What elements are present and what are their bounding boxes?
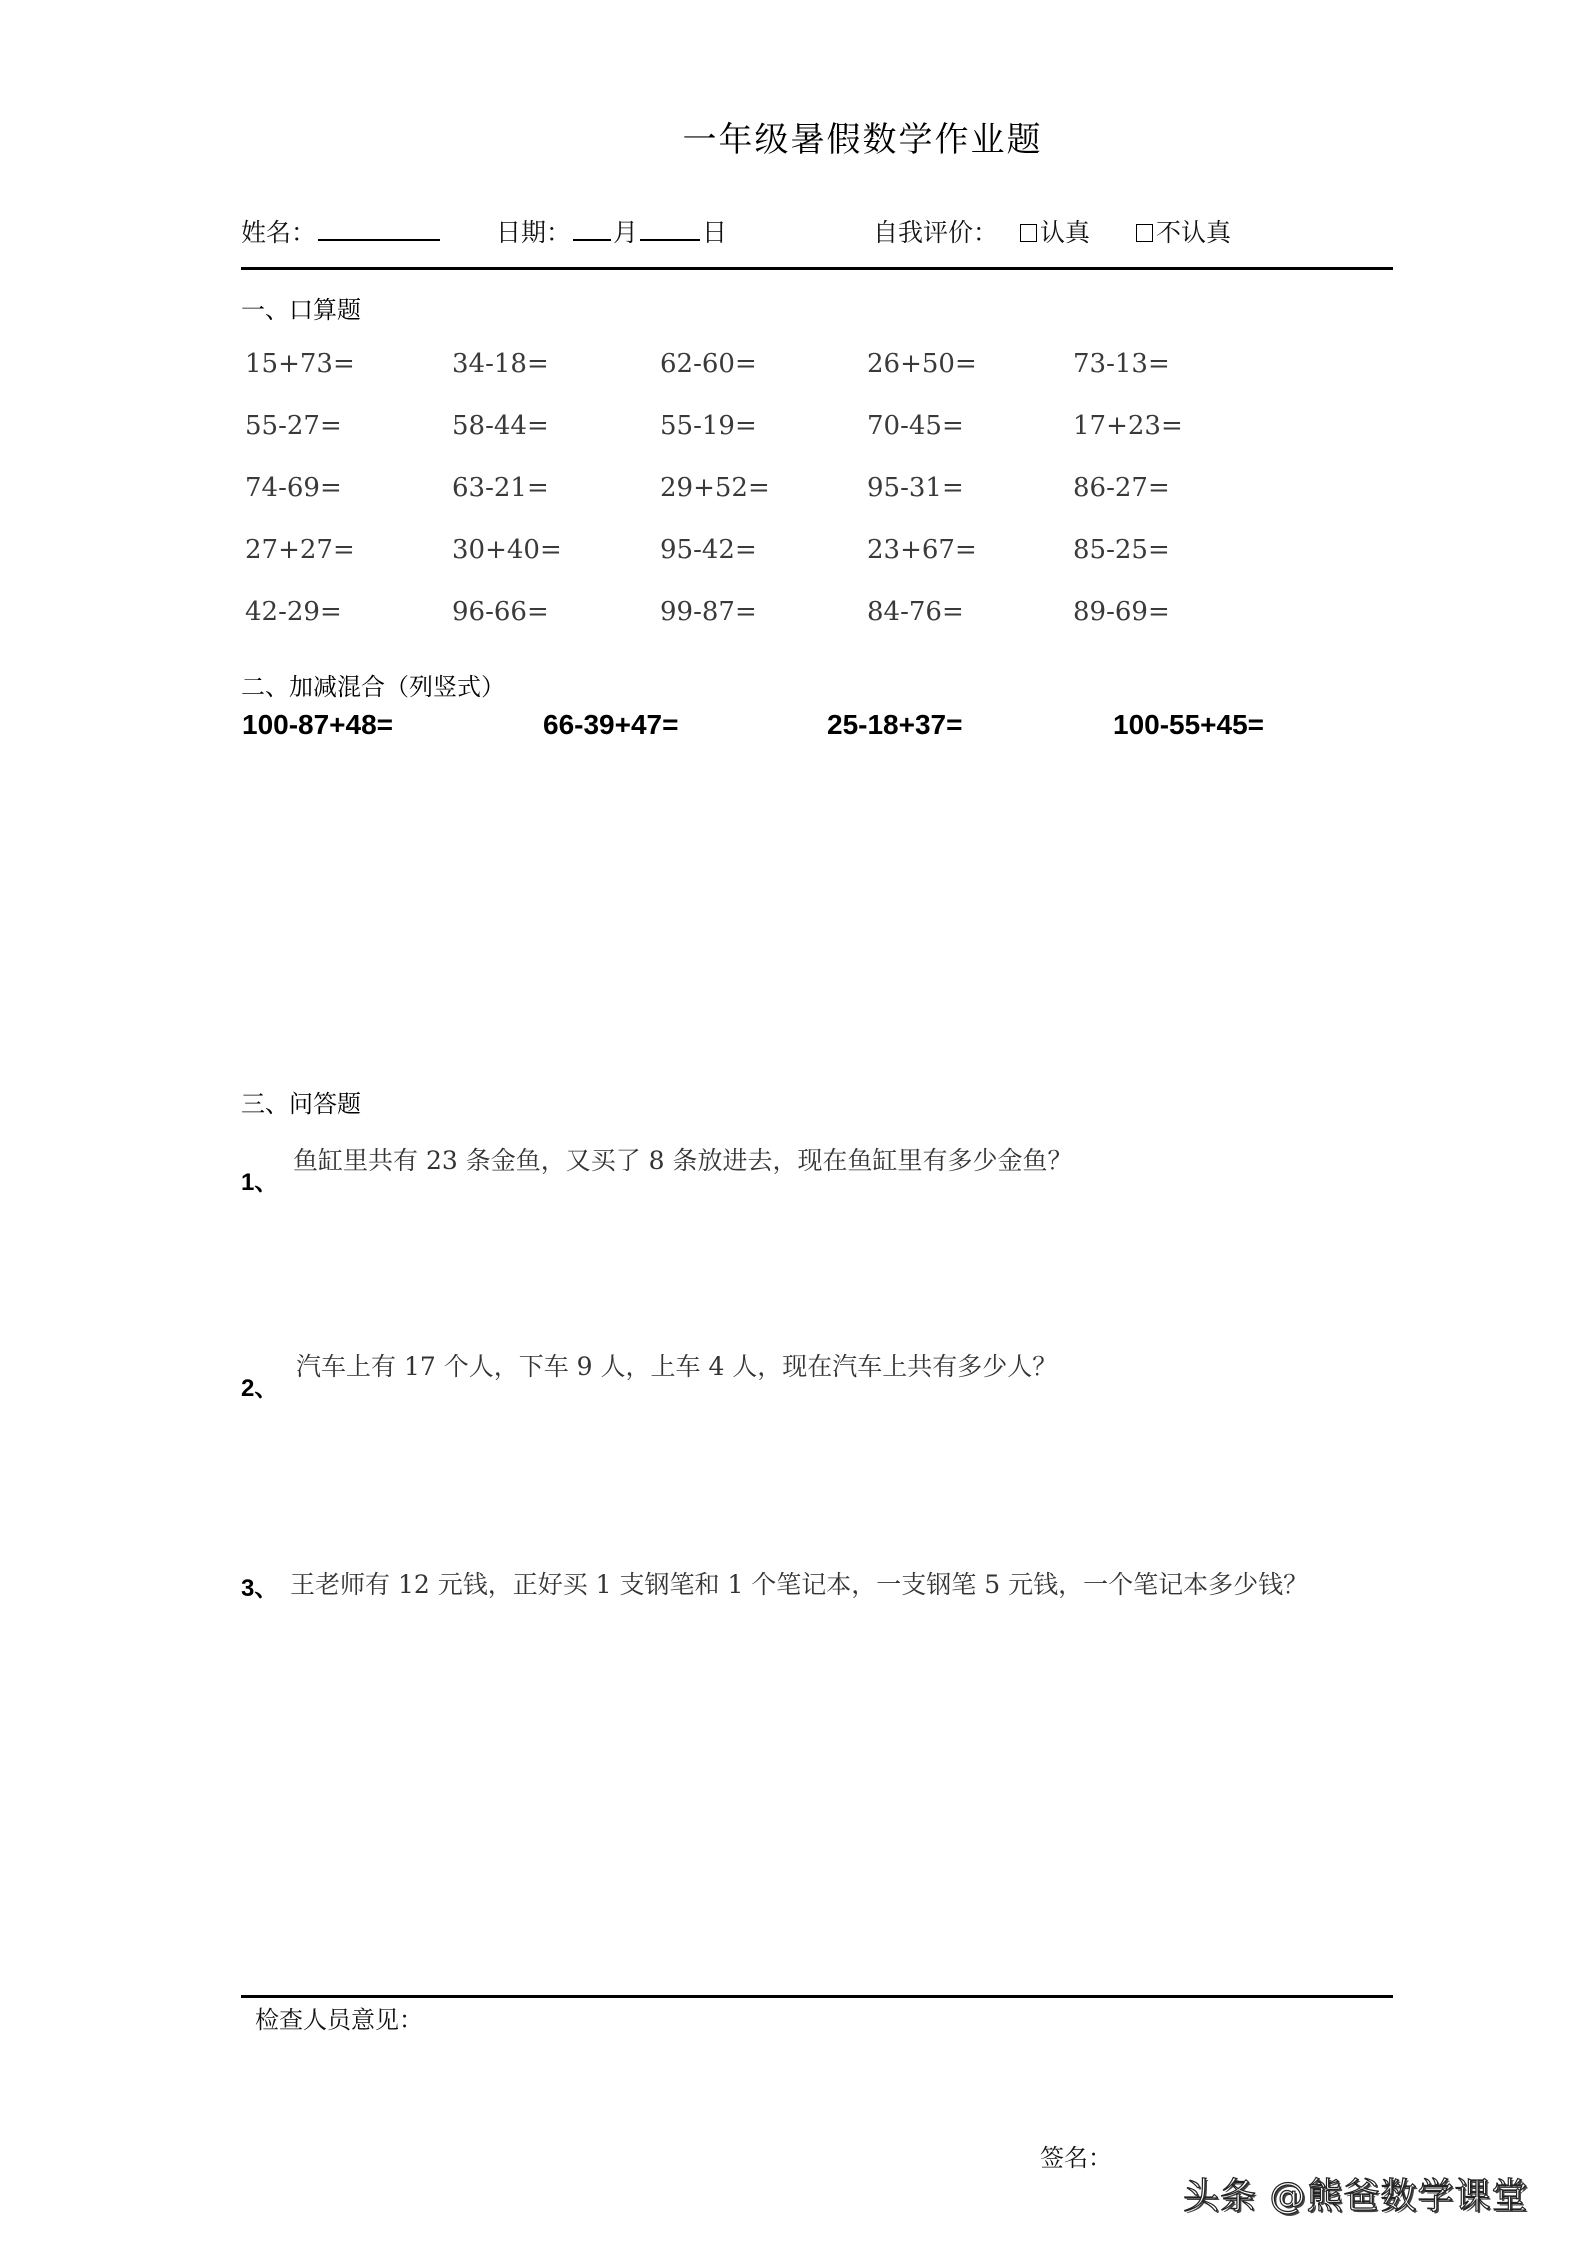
mixed-problem: 100-87+48= — [242, 709, 394, 740]
question-number: 3、 — [241, 1575, 279, 1602]
month-label: 月 — [613, 218, 639, 247]
reviewer-comment-label: 检查人员意见： — [255, 2006, 423, 2034]
oral-problem: 73-13= — [1073, 349, 1170, 379]
page-title: 一年级暑假数学作业题 — [682, 120, 1043, 160]
section-heading-oral: 一、口算题 — [241, 296, 361, 324]
oral-problem: 26+50= — [867, 349, 977, 379]
question-number: 1、 — [241, 1169, 279, 1196]
oral-problem: 74-69= — [245, 473, 342, 503]
oral-problem: 86-27= — [1073, 473, 1170, 503]
day-blank[interactable] — [640, 217, 700, 241]
date-label: 日期： — [496, 218, 572, 247]
oral-problem: 42-29= — [245, 597, 342, 627]
oral-problem: 17+23= — [1073, 411, 1183, 441]
oral-problem: 85-25= — [1073, 535, 1170, 565]
question-text: 鱼缸里共有 23 条金鱼，又买了 8 条放进去，现在鱼缸里有多少金鱼？ — [293, 1146, 1073, 1175]
header-divider — [241, 267, 1393, 270]
name-label: 姓名： — [241, 218, 317, 247]
oral-problem: 99-87= — [660, 597, 757, 627]
mixed-problem: 100-55+45= — [1113, 709, 1265, 740]
oral-problem: 95-31= — [867, 473, 964, 503]
oral-problem: 96-66= — [452, 597, 549, 627]
signature-label: 签名： — [1040, 2144, 1112, 2172]
option-serious[interactable]: 认真 — [1020, 218, 1090, 247]
oral-problem: 34-18= — [452, 349, 549, 379]
section-heading-mixed: 二、加减混合（列竖式） — [241, 673, 505, 701]
oral-problem: 15+73= — [245, 349, 355, 379]
oral-problem: 55-27= — [245, 411, 342, 441]
name-blank[interactable] — [318, 217, 440, 241]
checkbox-icon[interactable] — [1020, 224, 1037, 242]
question-number: 2、 — [241, 1375, 279, 1402]
oral-problem: 62-60= — [660, 349, 757, 379]
question-text: 王老师有 12 元钱，正好买 1 支钢笔和 1 个笔记本，一支钢笔 5 元钱，一个笔记本多少钱？ — [290, 1570, 1309, 1599]
oral-problem: 63-21= — [452, 473, 549, 503]
section-heading-word-problems: 三、问答题 — [241, 1090, 361, 1118]
name-field — [241, 213, 442, 249]
oral-problem: 55-19= — [660, 411, 757, 441]
oral-problem: 58-44= — [452, 411, 549, 441]
watermark: 头条 @熊爸数学课堂 — [1183, 2176, 1529, 2217]
mixed-problem: 66-39+47= — [543, 709, 679, 740]
checkbox-icon[interactable] — [1136, 224, 1153, 242]
oral-problem: 23+67= — [867, 535, 977, 565]
oral-problem: 30+40= — [452, 535, 562, 565]
oral-problem: 70-45= — [867, 411, 964, 441]
oral-problem: 89-69= — [1073, 597, 1170, 627]
self-evaluation — [873, 213, 1231, 249]
day-label: 日 — [702, 218, 728, 247]
oral-problem: 29+52= — [660, 473, 770, 503]
oral-problem: 95-42= — [660, 535, 757, 565]
mixed-problem: 25-18+37= — [827, 709, 963, 740]
oral-problem: 84-76= — [867, 597, 964, 627]
question-text: 汽车上有 17 个人，下车 9 人，上车 4 人，现在汽车上共有多少人？ — [296, 1352, 1058, 1381]
self-eval-label: 自我评价： — [873, 218, 999, 247]
footer-divider — [241, 1995, 1393, 1998]
oral-problem: 27+27= — [245, 535, 355, 565]
date-field — [496, 213, 727, 249]
month-blank[interactable] — [573, 217, 611, 241]
option-not-serious[interactable]: 不认真 — [1136, 218, 1231, 247]
